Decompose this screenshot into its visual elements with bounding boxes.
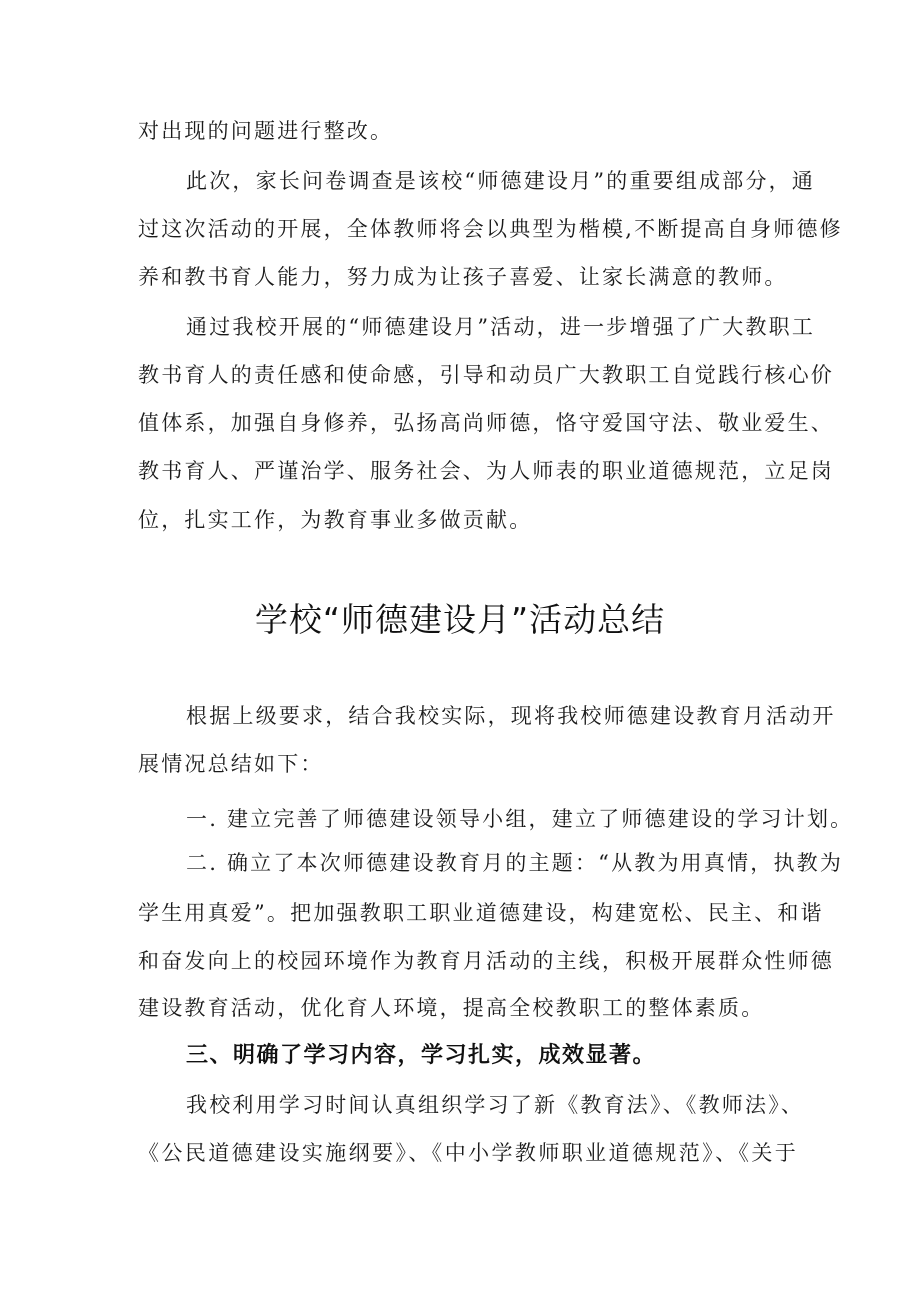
paragraph-line: 建设教育活动，优化育人环境，提高全校教职工的整体素质。 xyxy=(138,996,765,1020)
list-item: 一. 建立完善了师德建设领导小组，建立了师德建设的学习计划。 xyxy=(186,807,854,831)
paragraph-line: 我校利用学习时间认真组织学习了新《教育法》、《教师法》、 xyxy=(186,1093,805,1117)
paragraph-line: 对出现的问题进行整改。 xyxy=(138,119,394,143)
paragraph-line: 此次，家长问卷调查是该校“师德建设月”的重要组成部分，通 xyxy=(186,169,816,193)
paragraph-line: 学生用真爱”。把加强教职工职业道德建设，构建宽松、民主、和谐 xyxy=(138,901,824,925)
paragraph-line: 展情况总结如下： xyxy=(138,752,324,776)
paragraph-line: 教书育人的责任感和使命感，引导和动员广大教职工自觉践行核心价 xyxy=(138,363,834,387)
section-heading: 三、明确了学习内容，学习扎实，成效显著。 xyxy=(186,1043,657,1068)
paragraph-line: 和奋发向上的校园环境作为教育月活动的主线，积极开展群众性师德 xyxy=(138,949,834,973)
paragraph-line: 值体系，加强自身修养，弘扬高尚师德，恪守爱国守法、敬业爱生、 xyxy=(138,411,834,435)
paragraph-line: 教书育人、严谨治学、服务社会、为人师表的职业道德规范，立足岗 xyxy=(138,459,834,483)
paragraph-line: 过这次活动的开展，全体教师将会以典型为楷模,不断提高自身师德修 xyxy=(138,217,843,241)
paragraph-line: 根据上级要求，结合我校实际，现将我校师德建设教育月活动开 xyxy=(186,704,836,728)
paragraph-line: 《公民道德建设实施纲要》、《中小学教师职业道德规范》、《关于 xyxy=(138,1141,798,1165)
paragraph-line: 养和教书育人能力，努力成为让孩子喜爱、让家长满意的教师。 xyxy=(138,265,788,289)
document-title: 学校“师德建设月”活动总结 xyxy=(254,600,666,639)
paragraph-line: 位，扎实工作，为教育事业多做贡献。 xyxy=(138,508,533,532)
list-item: 二. 确立了本次师德建设教育月的主题：“从教为用真情，执教为 xyxy=(186,851,844,875)
paragraph-line: 通过我校开展的“师德建设月”活动，进一步增强了广大教职工 xyxy=(186,315,816,339)
